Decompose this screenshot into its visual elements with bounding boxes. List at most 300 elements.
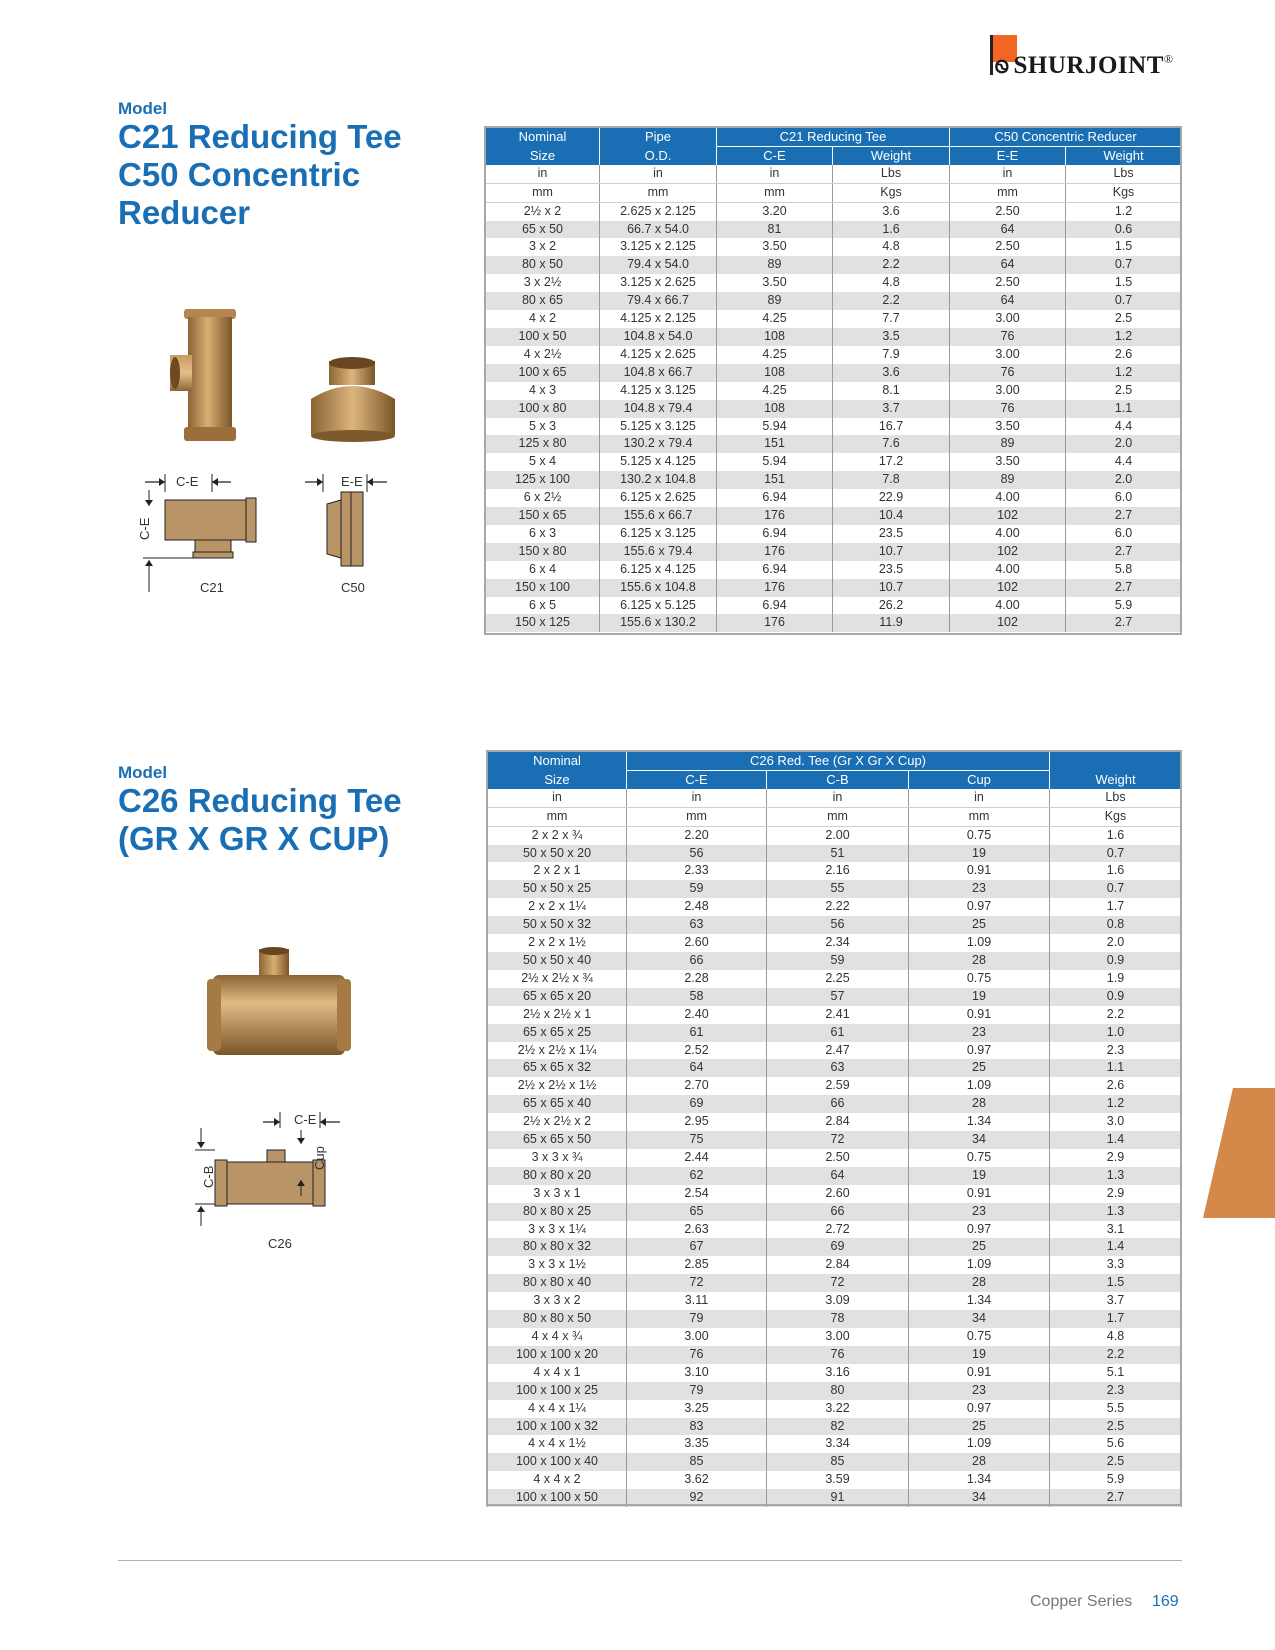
table-row	[488, 1167, 1182, 1185]
table-cell: 1.2	[1050, 1095, 1182, 1113]
table-row	[488, 1042, 1182, 1060]
table-row	[486, 221, 1182, 239]
table-cell: 64	[627, 1059, 767, 1077]
table-cell: 80 x 80 x 40	[488, 1274, 627, 1292]
table-cell: 5.125 x 4.125	[600, 453, 717, 471]
table-row	[488, 1400, 1182, 1418]
table-row	[488, 970, 1182, 988]
header-c26-group: C26 Red. Tee (Gr X Gr X Cup)	[627, 752, 1050, 770]
table-cell: 80	[767, 1382, 909, 1400]
table-cell: 4.8	[1050, 1328, 1182, 1346]
section1-title-line2: C50 Concentric	[118, 156, 361, 193]
table-cell: 100 x 80	[486, 400, 600, 418]
header-size: Size	[488, 770, 627, 788]
table-cell: 50 x 50 x 32	[488, 916, 627, 934]
unit-cell: mm	[717, 183, 833, 202]
table-cell: 5 x 4	[486, 453, 600, 471]
table-cell: 4 x 2½	[486, 346, 600, 364]
table-cell: 66	[767, 1095, 909, 1113]
table-cell: 85	[767, 1453, 909, 1471]
table-cell: 4 x 3	[486, 382, 600, 400]
table-cell: 6 x 3	[486, 525, 600, 543]
table-cell: 3.1	[1050, 1221, 1182, 1239]
table-cell: 2.2	[1050, 1006, 1182, 1024]
table-cell: 2.9	[1050, 1149, 1182, 1167]
header-c26-ce: C-E	[627, 770, 767, 788]
table-cell: 100 x 50	[486, 328, 600, 346]
table-cell: 2½ x 2½ x 1½	[488, 1077, 627, 1095]
table-cell: 2.0	[1066, 435, 1182, 453]
table-cell: 67	[627, 1238, 767, 1256]
table-row	[488, 1274, 1182, 1292]
table-cell: 3.11	[627, 1292, 767, 1310]
table-cell: 79	[627, 1310, 767, 1328]
table-cell: 2.50	[950, 202, 1066, 220]
table-cell: 66.7 x 54.0	[600, 221, 717, 239]
table-cell: 2.33	[627, 862, 767, 880]
table-cell: 72	[767, 1131, 909, 1149]
table-cell: 102	[950, 507, 1066, 525]
c26-spec-table	[487, 752, 1182, 1507]
header-c26-cup: Cup	[909, 770, 1050, 788]
table-cell: 0.6	[1066, 221, 1182, 239]
table-cell: 2½ x 2½ x 1¼	[488, 1042, 627, 1060]
header-od: O.D.	[600, 146, 717, 164]
table-cell: 6.94	[717, 597, 833, 615]
table-cell: 50 x 50 x 40	[488, 952, 627, 970]
table-cell: 4.25	[717, 346, 833, 364]
table-cell: 2.625 x 2.125	[600, 202, 717, 220]
table-cell: 11.9	[833, 614, 950, 632]
table-cell: 76	[950, 400, 1066, 418]
table-cell: 3.6	[833, 202, 950, 220]
table-cell: 3.3	[1050, 1256, 1182, 1274]
table-cell: 81	[717, 221, 833, 239]
table-cell: 4.8	[833, 238, 950, 256]
table-cell: 66	[627, 952, 767, 970]
table-cell: 3.35	[627, 1435, 767, 1453]
table-cell: 0.75	[909, 826, 1050, 844]
c21-ce-label: C-E	[176, 474, 199, 489]
c26-cup-label: Cup	[312, 1146, 327, 1170]
table-cell: 6.94	[717, 525, 833, 543]
c26-ce-label: C-E	[294, 1112, 317, 1127]
table-cell: 3.59	[767, 1471, 909, 1489]
table-cell: 79.4 x 66.7	[600, 292, 717, 310]
table-row	[488, 952, 1182, 970]
table-cell: 91	[767, 1489, 909, 1507]
table-cell: 2.84	[767, 1113, 909, 1131]
c50-reducer-photo	[303, 357, 403, 442]
table-cell: 2.41	[767, 1006, 909, 1024]
table-cell: 82	[767, 1418, 909, 1436]
table-cell: 56	[627, 845, 767, 863]
table-cell: 150 x 65	[486, 507, 600, 525]
table-cell: 3.62	[627, 1471, 767, 1489]
table-cell: 4 x 2	[486, 310, 600, 328]
unit-cell: in	[767, 789, 909, 807]
table-row	[488, 1131, 1182, 1149]
table-row	[488, 862, 1182, 880]
table-cell: 7.6	[833, 435, 950, 453]
table-cell: 1.3	[1050, 1167, 1182, 1185]
table-cell: 57	[767, 988, 909, 1006]
table-cell: 89	[717, 256, 833, 274]
table-row	[486, 382, 1182, 400]
table-row	[488, 1328, 1182, 1346]
table-cell: 0.7	[1050, 845, 1182, 863]
table-row	[488, 1238, 1182, 1256]
table-cell: 2.44	[627, 1149, 767, 1167]
table-row	[486, 489, 1182, 507]
table-cell: 66	[767, 1203, 909, 1221]
table-cell: 6.125 x 5.125	[600, 597, 717, 615]
table-cell: 6.125 x 2.625	[600, 489, 717, 507]
table-cell: 50 x 50 x 20	[488, 845, 627, 863]
table-cell: 2 x 2 x 1½	[488, 934, 627, 952]
table-cell: 5 x 3	[486, 418, 600, 436]
header-empty	[1050, 752, 1182, 770]
table-row	[486, 507, 1182, 525]
table-row	[488, 1418, 1182, 1436]
table-row	[488, 1185, 1182, 1203]
table-cell: 4.25	[717, 382, 833, 400]
table-cell: 4 x 4 x ¾	[488, 1328, 627, 1346]
table-cell: 0.97	[909, 1400, 1050, 1418]
table-cell: 2.84	[767, 1256, 909, 1274]
table-cell: 3.34	[767, 1435, 909, 1453]
table-cell: 83	[627, 1418, 767, 1436]
table-cell: 1.1	[1050, 1059, 1182, 1077]
table-cell: 25	[909, 916, 1050, 934]
table-cell: 92	[627, 1489, 767, 1507]
table-row	[486, 614, 1182, 632]
table-cell: 176	[717, 543, 833, 561]
table-cell: 2.52	[627, 1042, 767, 1060]
table-cell: 2.25	[767, 970, 909, 988]
table-cell: 2.50	[950, 238, 1066, 256]
table-cell: 1.2	[1066, 364, 1182, 382]
table-row	[488, 1077, 1182, 1095]
unit-cell: Kgs	[1066, 183, 1182, 202]
table-cell: 1.34	[909, 1113, 1050, 1131]
table-cell: 3.50	[950, 453, 1066, 471]
c21-caption: C21	[200, 580, 224, 595]
table-cell: 80 x 80 x 20	[488, 1167, 627, 1185]
table-cell: 102	[950, 614, 1066, 632]
table-cell: 3 x 3 x 1½	[488, 1256, 627, 1274]
table-row	[488, 1346, 1182, 1364]
table-cell: 7.8	[833, 471, 950, 489]
table-cell: 2.2	[833, 292, 950, 310]
table-cell: 150 x 80	[486, 543, 600, 561]
table-cell: 2.7	[1066, 507, 1182, 525]
table-cell: 1.5	[1066, 238, 1182, 256]
table-cell: 4 x 4 x 1½	[488, 1435, 627, 1453]
table-cell: 0.8	[1050, 916, 1182, 934]
table-row	[488, 845, 1182, 863]
section1-model-label: Model	[118, 99, 168, 118]
section2-dimension-diagram	[195, 1108, 365, 1238]
section2-title	[118, 782, 402, 858]
table-cell: 2.2	[1050, 1346, 1182, 1364]
table-cell: 7.9	[833, 346, 950, 364]
table-cell: 2.22	[767, 898, 909, 916]
table-cell: 72	[767, 1274, 909, 1292]
table-cell: 3.00	[767, 1328, 909, 1346]
header-size: Size	[486, 146, 600, 164]
table-cell: 1.2	[1066, 202, 1182, 220]
table-cell: 2½ x 2½ x 2	[488, 1113, 627, 1131]
table-cell: 10.7	[833, 579, 950, 597]
table-cell: 1.6	[1050, 826, 1182, 844]
table-cell: 5.1	[1050, 1364, 1182, 1382]
table-cell: 4.00	[950, 525, 1066, 543]
table-cell: 125 x 100	[486, 471, 600, 489]
table-cell: 75	[627, 1131, 767, 1149]
table-cell: 23	[909, 1203, 1050, 1221]
table-row	[488, 1095, 1182, 1113]
table-cell: 100 x 100 x 25	[488, 1382, 627, 1400]
table-cell: 0.75	[909, 1149, 1050, 1167]
table-cell: 23.5	[833, 525, 950, 543]
page-number: 169	[1152, 1593, 1179, 1610]
table-cell: 3 x 3 x 2	[488, 1292, 627, 1310]
table-cell: 4.00	[950, 489, 1066, 507]
table-cell: 100 x 100 x 50	[488, 1489, 627, 1507]
table-cell: 2.63	[627, 1221, 767, 1239]
table-cell: 0.7	[1066, 256, 1182, 274]
unit-cell: in	[717, 165, 833, 183]
table-cell: 5.5	[1050, 1400, 1182, 1418]
table-row	[488, 1471, 1182, 1489]
table-cell: 1.0	[1050, 1024, 1182, 1042]
table-cell: 2.2	[833, 256, 950, 274]
table-cell: 1.9	[1050, 970, 1182, 988]
table-row	[486, 292, 1182, 310]
table-row	[486, 418, 1182, 436]
unit-cell: Lbs	[1050, 789, 1182, 807]
table-cell: 17.2	[833, 453, 950, 471]
table-cell: 151	[717, 471, 833, 489]
table-cell: 3.7	[833, 400, 950, 418]
unit-cell: in	[488, 789, 627, 807]
section1-title-line1: C21 Reducing Tee	[118, 118, 402, 155]
table-cell: 10.7	[833, 543, 950, 561]
table-cell: 6 x 5	[486, 597, 600, 615]
table-cell: 2.59	[767, 1077, 909, 1095]
c50-ee-label: E-E	[341, 474, 363, 489]
table-cell: 2.85	[627, 1256, 767, 1274]
table-cell: 76	[950, 328, 1066, 346]
table-cell: 4 x 4 x 2	[488, 1471, 627, 1489]
table-cell: 1.1	[1066, 400, 1182, 418]
table-cell: 63	[627, 916, 767, 934]
footer-series: Copper Series	[1030, 1593, 1133, 1610]
table-cell: 2 x 2 x ¾	[488, 826, 627, 844]
table-cell: 3 x 2½	[486, 274, 600, 292]
table-cell: 102	[950, 579, 1066, 597]
table-cell: 151	[717, 435, 833, 453]
table-row	[486, 256, 1182, 274]
table-cell: 104.8 x 79.4	[600, 400, 717, 418]
table-cell: 2.5	[1066, 382, 1182, 400]
table-cell: 2.20	[627, 826, 767, 844]
table-cell: 25	[909, 1059, 1050, 1077]
table-cell: 4.125 x 2.125	[600, 310, 717, 328]
table-cell: 5.94	[717, 453, 833, 471]
table-cell: 0.91	[909, 1185, 1050, 1203]
table-cell: 0.91	[909, 1006, 1050, 1024]
table-cell: 2.60	[767, 1185, 909, 1203]
table-cell: 3.00	[950, 382, 1066, 400]
table-cell: 100 x 100 x 32	[488, 1418, 627, 1436]
table-cell: 2.7	[1066, 579, 1182, 597]
table-cell: 16.7	[833, 418, 950, 436]
table-cell: 34	[909, 1310, 1050, 1328]
table-cell: 176	[717, 579, 833, 597]
table-row	[488, 1453, 1182, 1471]
table-cell: 2.47	[767, 1042, 909, 1060]
unit-cell: Lbs	[1066, 165, 1182, 183]
table-cell: 19	[909, 1167, 1050, 1185]
table-cell: 1.5	[1050, 1274, 1182, 1292]
table-cell: 3.6	[833, 364, 950, 382]
table-cell: 78	[767, 1310, 909, 1328]
table-cell: 58	[627, 988, 767, 1006]
brand-logo-bar	[990, 35, 993, 75]
table-cell: 100 x 100 x 20	[488, 1346, 627, 1364]
table-cell: 65	[627, 1203, 767, 1221]
table-cell: 2.16	[767, 862, 909, 880]
table-row	[486, 579, 1182, 597]
table-cell: 1.7	[1050, 1310, 1182, 1328]
table-row	[486, 238, 1182, 256]
table-cell: 6.125 x 4.125	[600, 561, 717, 579]
unit-cell: in	[486, 165, 600, 183]
table-cell: 76	[767, 1346, 909, 1364]
table-cell: 5.125 x 3.125	[600, 418, 717, 436]
table-row	[488, 1382, 1182, 1400]
table-cell: 3.20	[717, 202, 833, 220]
table-row	[488, 1221, 1182, 1239]
table-cell: 76	[627, 1346, 767, 1364]
table-cell: 64	[950, 292, 1066, 310]
table-cell: 104.8 x 66.7	[600, 364, 717, 382]
table-cell: 23	[909, 1024, 1050, 1042]
table-cell: 1.09	[909, 1077, 1050, 1095]
table-cell: 130.2 x 79.4	[600, 435, 717, 453]
table-row	[486, 561, 1182, 579]
table-cell: 28	[909, 1274, 1050, 1292]
table-cell: 19	[909, 988, 1050, 1006]
table-cell: 125 x 80	[486, 435, 600, 453]
table-cell: 1.2	[1066, 328, 1182, 346]
table-cell: 4.8	[833, 274, 950, 292]
table-row	[488, 1435, 1182, 1453]
table-row	[488, 1149, 1182, 1167]
table-cell: 34	[909, 1489, 1050, 1507]
table-cell: 150 x 100	[486, 579, 600, 597]
table-cell: 4.125 x 2.625	[600, 346, 717, 364]
table-cell: 0.97	[909, 898, 1050, 916]
table-row	[486, 543, 1182, 561]
table-cell: 65 x 65 x 20	[488, 988, 627, 1006]
c50-caption: C50	[341, 580, 365, 595]
header-c50-group: C50 Concentric Reducer	[950, 128, 1182, 146]
table-cell: 89	[950, 471, 1066, 489]
table-cell: 1.3	[1050, 1203, 1182, 1221]
table-cell: 76	[950, 364, 1066, 382]
c21-ce-vertical-label: C-E	[137, 517, 152, 540]
table-cell: 4.125 x 3.125	[600, 382, 717, 400]
unit-cell: mm	[486, 183, 600, 202]
table-cell: 2.60	[627, 934, 767, 952]
table-cell: 3.50	[950, 418, 1066, 436]
table-cell: 2.7	[1050, 1489, 1182, 1507]
header-nominal: Nominal	[488, 752, 627, 770]
header-c21-group: C21 Reducing Tee	[717, 128, 950, 146]
header-nominal: Nominal	[486, 128, 600, 146]
table-row	[486, 328, 1182, 346]
unit-cell: Kgs	[1050, 807, 1182, 826]
table-cell: 0.91	[909, 862, 1050, 880]
brand-logo	[995, 52, 1174, 80]
table-cell: 28	[909, 1095, 1050, 1113]
table-cell: 56	[767, 916, 909, 934]
table-cell: 26.2	[833, 597, 950, 615]
table-cell: 2.54	[627, 1185, 767, 1203]
table-cell: 130.2 x 104.8	[600, 471, 717, 489]
section2-title-line2: (GR X GR X CUP)	[118, 820, 390, 857]
table-row	[488, 1059, 1182, 1077]
table-row	[488, 1203, 1182, 1221]
table-cell: 1.6	[1050, 862, 1182, 880]
table-cell: 65 x 65 x 50	[488, 1131, 627, 1149]
c26-tee-photo	[205, 945, 355, 1065]
table-cell: 3 x 3 x 1	[488, 1185, 627, 1203]
section1-title-line3: Reducer	[118, 194, 251, 231]
table-cell: 2.00	[767, 826, 909, 844]
table-row	[486, 471, 1182, 489]
copper-section-tab	[1203, 1088, 1275, 1220]
table-cell: 1.09	[909, 934, 1050, 952]
table-cell: 25	[909, 1418, 1050, 1436]
table-cell: 25	[909, 1238, 1050, 1256]
table-cell: 3.00	[627, 1328, 767, 1346]
table-cell: 2.7	[1066, 543, 1182, 561]
table-cell: 155.6 x 79.4	[600, 543, 717, 561]
table-cell: 4 x 4 x 1¼	[488, 1400, 627, 1418]
table-cell: 10.4	[833, 507, 950, 525]
table-cell: 0.97	[909, 1042, 1050, 1060]
unit-cell: in	[909, 789, 1050, 807]
table-cell: 2.3	[1050, 1042, 1182, 1060]
table-cell: 28	[909, 952, 1050, 970]
table-cell: 108	[717, 328, 833, 346]
table-cell: 2.7	[1066, 614, 1182, 632]
footer-divider	[118, 1560, 1182, 1561]
c21-c50-table-body	[486, 202, 1182, 632]
table-cell: 63	[767, 1059, 909, 1077]
table-cell: 72	[627, 1274, 767, 1292]
table-cell: 3.22	[767, 1400, 909, 1418]
table-row	[486, 525, 1182, 543]
table-cell: 1.7	[1050, 898, 1182, 916]
table-cell: 102	[950, 543, 1066, 561]
table-cell: 5.9	[1050, 1471, 1182, 1489]
table-cell: 50 x 50 x 25	[488, 880, 627, 898]
